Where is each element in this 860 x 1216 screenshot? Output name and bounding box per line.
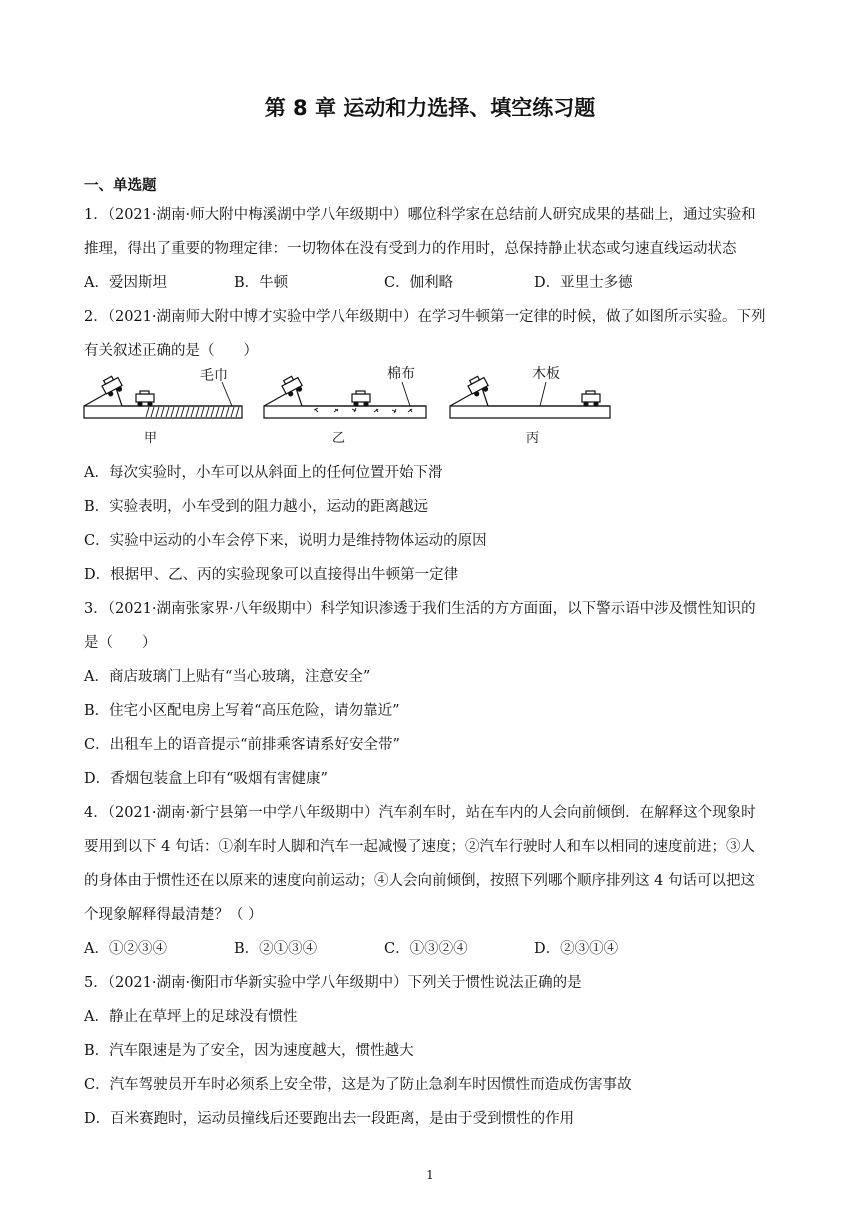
q3-text-line-1: 3．（2021·湖南张家界·八年级期中）科学知识渗透于我们生活的方方面面，以下警示语中涉及惯性知识的 [84,601,756,617]
caption-yi: 乙 [332,431,346,446]
q4-options [84,937,684,958]
cart-on-surface-bing [582,391,600,406]
document-title: 第 8 章 运动和力选择、填空练习题 [264,96,596,120]
q1-options [84,271,684,292]
q4-option-b: B．②①③④ [234,941,318,957]
panel-bing [450,374,610,418]
cart-on-slope-jia [100,374,124,397]
caption-jia: 甲 [144,431,158,446]
q4-text-line-3: 的身体由于惯性还在以原来的速度向前运动；④人会向前倾倒，按照下列哪个顺序排列这 4 句话可以把这 [84,873,755,889]
q2-option-a: A．每次实验时，小车可以从斜面上的任何位置开始下滑 [84,465,443,481]
q4-text-line-2: 要用到以下 4 句话：①刹车时人脚和汽车一起减慢了速度；②汽车行驶时人和车以相同的速度前进；③人 [84,839,755,855]
q4-text-line-1: 4．（2021·湖南·新宁县第一中学八年级期中）汽车刹车时，站在车内的人会向前倾倒．在解释这个现象时 [84,805,756,821]
section-heading: 一、单选题 [84,178,157,194]
q4-text-line-4: 个现象解释得最清楚？（ ） [84,907,263,923]
cart-on-surface-yi [352,391,370,406]
cart-on-slope-bing [466,374,490,397]
q2-option-c: C．实验中运动的小车会停下来，说明力是维持物体运动的原因 [84,533,487,549]
q4-option-c: C．①③②④ [384,941,468,957]
q2-text-line-2: 有关叙述正确的是（ ） [84,343,258,359]
q5-text-line-1: 5．（2021·湖南·衡阳市华新实验中学八年级期中）下列关于惯性说法正确的是 [84,975,582,991]
cart-on-slope-yi [280,374,304,397]
q5-option-d: D．百米赛跑时，运动员撞线后还要跑出去一段距离，是由于受到惯性的作用 [84,1111,575,1127]
q1-text-line-2: 推理，得出了重要的物理定律：一切物体在没有受到力的作用时，总保持静止状态或匀速直线运动状态 [84,241,737,257]
q4-option-d: D．②③①④ [534,941,619,957]
q1-option-a: A．爱因斯坦 [84,275,167,291]
q3-option-a: A．商店玻璃门上贴有“当心玻璃，注意安全” [84,669,371,685]
cart-on-surface-jia [136,391,154,406]
q5-option-c: C．汽车驾驶员开车时必须系上安全带，这是为了防止急刹车时因惯性而造成伤害事故 [84,1077,632,1093]
q3-option-b: B．住宅小区配电房上写着“高压危险，请勿靠近” [84,703,400,719]
q2-text-line-1: 2．（2021·湖南师大附中博才实验中学八年级期中）在学习牛顿第一定律的时候，做了如图所示实验。下列 [84,309,766,325]
q2-option-d: D．根据甲、乙、丙的实验现象可以直接得出牛顿第一定律 [84,567,459,583]
q1-option-d: D．亚里士多德 [534,275,633,291]
q1-option-c: C．伽利略 [384,275,454,291]
q3-option-c: C．出租车上的语音提示“前排乘客请系好安全带” [84,737,400,753]
surface-label-wood: 木板 [532,366,560,382]
q2-option-b: B．实验表明，小车受到的阻力越小，运动的距离越远 [84,499,429,515]
q1-option-b: B．牛顿 [234,275,289,291]
surface-label-towel: 毛巾 [200,368,228,384]
page-number: 1 [426,1168,434,1182]
caption-bing: 丙 [526,431,540,446]
q4-option-a: A．①②③④ [84,941,167,957]
q3-text-line-2: 是（ ） [84,635,157,651]
q1-text-line-1: 1．（2021·湖南·师大附中梅溪湖中学八年级期中）哪位科学家在总结前人研究成果的基础上，通过实验和 [84,207,756,223]
q3-option-d: D．香烟包装盒上印有“吸烟有害健康” [84,771,328,787]
experiment-figure [82,362,612,454]
q5-option-a: A．静止在草坪上的足球没有惯性 [84,1009,298,1025]
surface-label-cotton: 棉布 [387,366,415,382]
q5-option-b: B．汽车限速是为了安全，因为速度越大，惯性越大 [84,1043,414,1059]
